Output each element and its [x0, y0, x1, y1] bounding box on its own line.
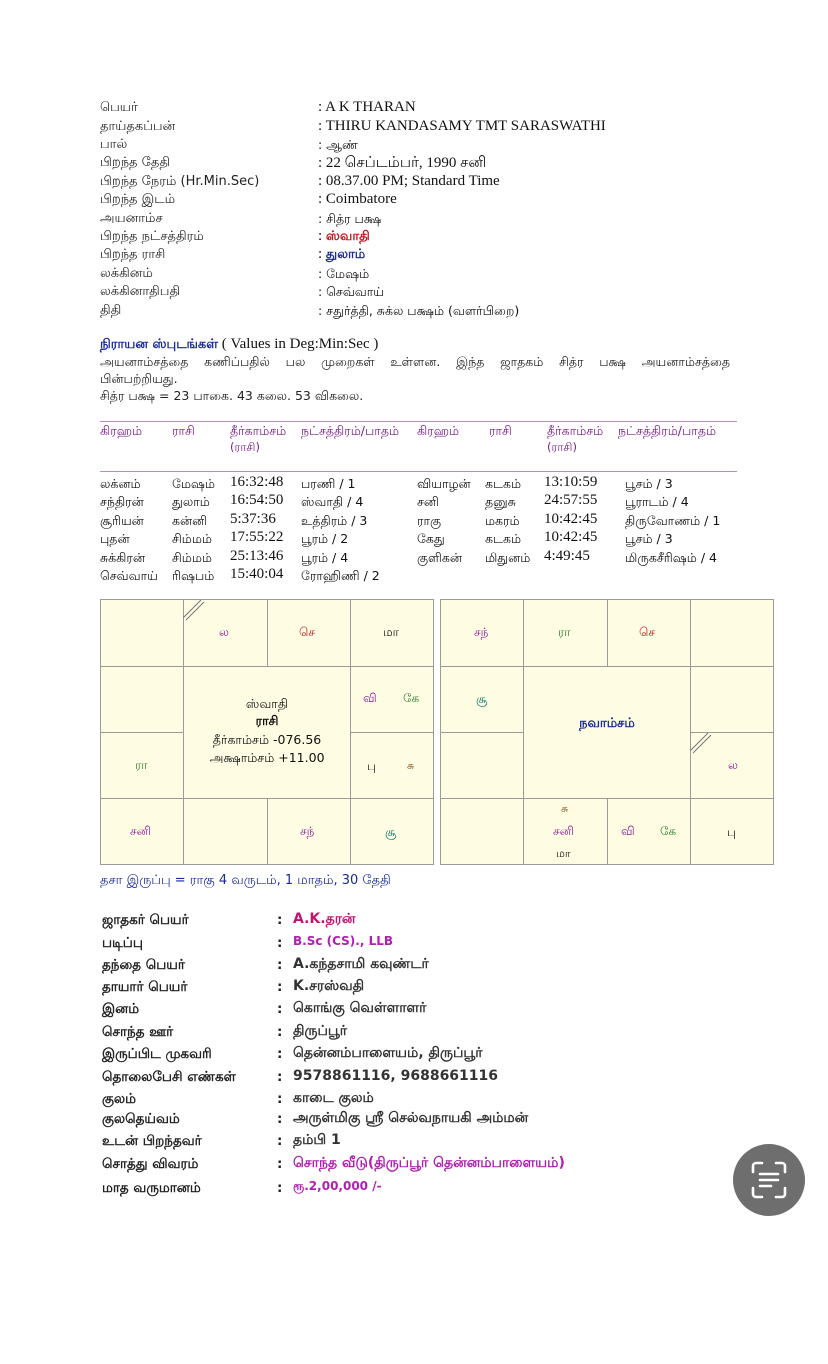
- detail-value: : சித்ர பக்ஷ: [318, 211, 382, 226]
- bio-label: தொலைபேசி எண்கள்: [102, 1069, 236, 1085]
- bio-colon: :: [277, 1091, 283, 1107]
- bio-value: தென்னம்பாளையம், திருப்பூர்: [293, 1045, 483, 1061]
- detail-label: பிறந்த ராசி: [100, 247, 166, 262]
- bio-label: உடன் பிறந்தவர்: [102, 1133, 202, 1149]
- table-cell-planet: ராகு: [417, 513, 442, 528]
- navamsa-house-11-planet: சந்: [474, 625, 489, 639]
- detail-value: [318, 228, 370, 245]
- rasi-house-1-planet: செ: [299, 625, 315, 639]
- rasi-gridline: [101, 666, 433, 667]
- bio-label: ஜாதகர் பெயர்: [102, 912, 189, 928]
- table-cell-planet: சுக்கிரன்: [100, 550, 145, 565]
- detail-label: லக்கினாதிபதி: [100, 284, 181, 299]
- detail-value: : 08.37.00 PM; Standard Time: [318, 173, 500, 189]
- rasi-house-3-planet-a: வி: [363, 691, 377, 705]
- table-cell-rasi: சிம்மம்: [172, 550, 212, 565]
- detail-value: [318, 246, 365, 263]
- bio-label: மாத வருமானம்: [102, 1180, 201, 1196]
- table-cell-planet: குளிகன்: [417, 550, 462, 565]
- bio-value: கொங்கு வெள்ளாளர்: [293, 1000, 427, 1016]
- table-cell-planet: கேது: [417, 531, 445, 546]
- table-cell-star-pada: பரணி / 1: [301, 476, 356, 491]
- table-header-longitude: தீர்காம்சம்: [230, 423, 287, 438]
- rasi-gridline: [350, 732, 433, 733]
- navamsa-house-1-planet: செ: [639, 625, 655, 639]
- navamsa-gridline: [523, 600, 524, 864]
- navamsa-house-5-planet: பு: [727, 825, 736, 839]
- rasi-house-7-planet: சந்: [300, 824, 315, 838]
- rasi-lagna-marker: [183, 600, 207, 622]
- bio-value: தம்பி 1: [293, 1132, 341, 1148]
- detail-value-prefix: :: [318, 228, 326, 244]
- table-cell-planet: சனி: [417, 494, 439, 509]
- detail-value-prefix: :: [318, 246, 326, 262]
- nirayana-paragraph-line1: அயனாம்சத்தை கணிப்பதில் பல முறைகள் உள்ளன. இந்த ஜாதகம் சித்ர பக்ஷ அயனாம்சத்தை: [100, 354, 730, 369]
- detail-label: பிறந்த இடம்: [100, 192, 176, 207]
- table-cell-longitude: 16:32:48: [230, 474, 284, 490]
- table-top-rule: [100, 421, 737, 422]
- rasi-gridline: [267, 798, 268, 864]
- table-cell-star-pada: பூரம் / 4: [301, 550, 349, 565]
- table-header-rasi: ராசி: [489, 423, 512, 438]
- table-cell-rasi: கன்னி: [172, 513, 208, 528]
- bio-colon: :: [277, 1046, 283, 1062]
- detail-label: தாய்தகப்பன்: [100, 119, 176, 134]
- bio-colon: :: [277, 957, 283, 973]
- table-cell-rasi: ரிஷபம்: [172, 568, 215, 583]
- bio-label: குலதெய்வம்: [102, 1111, 180, 1127]
- bio-colon: :: [277, 1133, 283, 1149]
- table-cell-longitude: 25:13:46: [230, 548, 284, 564]
- bio-label: தந்தை பெயர்: [102, 957, 185, 973]
- bio-colon: :: [277, 912, 283, 928]
- table-cell-rasi: கடகம்: [485, 476, 521, 491]
- detail-value: : THIRU KANDASAMY TMT SARASWATHI: [318, 118, 606, 134]
- table-cell-longitude: 10:42:45: [544, 529, 598, 545]
- rasi-gridline: [101, 798, 433, 799]
- navamsa-gridline: [607, 600, 608, 666]
- bio-label: இருப்பிட முகவரி: [102, 1046, 212, 1062]
- bio-label: இனம்: [102, 1001, 140, 1017]
- table-cell-rasi: சிம்மம்: [172, 531, 212, 546]
- chitra-paksha-value: சித்ர பக்ஷ = 23 பாகை. 43 கலை. 53 விகலை.: [100, 388, 364, 403]
- rasi-house-3-planet-b: கே: [403, 691, 420, 705]
- bio-value: K.சரஸ்வதி: [293, 978, 365, 994]
- table-cell-star-pada: மிருகசீரிஷம் / 4: [625, 550, 717, 565]
- detail-label: திதி: [100, 303, 122, 318]
- bio-colon: :: [277, 1156, 283, 1172]
- bio-value: ரூ.2,00,000 /-: [293, 1179, 382, 1193]
- navamsa-chart: [440, 599, 774, 865]
- table-cell-star-pada: பூரம் / 2: [301, 531, 349, 546]
- detail-value-highlight: ஸ்வாதி: [325, 229, 370, 244]
- navamsa-house-7-planet-c: மா: [556, 847, 571, 860]
- table-cell-longitude: 10:42:45: [544, 511, 598, 527]
- navamsa-house-7-planet-b: சனி: [553, 824, 574, 838]
- bio-value: A.K.தரன்: [293, 911, 356, 927]
- table-cell-rasi: மகரம்: [485, 513, 520, 528]
- table-cell-planet: சூரியன்: [100, 513, 144, 528]
- scan-text-button[interactable]: [733, 1144, 805, 1216]
- detail-label: பிறந்த நேரம் (Hr.Min.Sec): [100, 174, 260, 189]
- table-header-longitude: தீர்காம்சம்: [547, 423, 604, 438]
- rasi-house-10-planet: ரா: [135, 758, 148, 772]
- table-cell-planet: சந்திரன்: [100, 494, 144, 509]
- table-cell-rasi: தனுசு: [485, 494, 516, 509]
- bio-colon: :: [277, 1069, 283, 1085]
- bio-colon: :: [277, 935, 283, 951]
- table-cell-star-pada: பூசம் / 3: [625, 476, 673, 491]
- table-cell-rasi: மேஷம்: [172, 476, 215, 491]
- rasi-house-4-planet-b: சு: [407, 759, 415, 772]
- detail-label: பிறந்த நட்சத்திரம்: [100, 229, 204, 244]
- table-cell-longitude: 16:54:50: [230, 492, 284, 508]
- bio-value: காடை குலம்: [293, 1090, 374, 1106]
- table-cell-longitude: 5:37:36: [230, 511, 276, 527]
- table-header-rasi: ராசி: [172, 423, 195, 438]
- table-cell-longitude: 13:10:59: [544, 474, 598, 490]
- rasi-latitude: அக்ஷாம்சம் +11.00: [209, 750, 325, 765]
- detail-value: : ஆண்: [318, 137, 358, 152]
- bio-colon: :: [277, 979, 283, 995]
- table-header-rule: [100, 471, 737, 472]
- rasi-house-2-planet: மா: [383, 625, 399, 639]
- rasi-house-6-planet: சூ: [385, 825, 397, 839]
- scan-text-icon: [733, 1144, 805, 1216]
- table-cell-star-pada: உத்திரம் / 3: [301, 513, 368, 528]
- detail-value: : செவ்வாய்: [318, 284, 385, 299]
- table-cell-rasi: மிதுனம்: [485, 550, 531, 565]
- detail-value: : சதுர்த்தி, சுக்ல பக்ஷம் (வளர்பிறை): [318, 303, 520, 318]
- navamsa-gridline: [607, 798, 608, 864]
- table-header-star-pada: நட்சத்திரம்/பாதம்: [618, 423, 717, 438]
- bio-colon: :: [277, 1024, 283, 1040]
- navamsa-house-10-planet: சூ: [476, 692, 488, 706]
- bio-value: 9578861116, 9688661116: [293, 1068, 499, 1084]
- rasi-chart: [100, 599, 434, 865]
- detail-label: பால்: [100, 137, 128, 152]
- bio-colon: :: [277, 1001, 283, 1017]
- detail-value-highlight: துலாம்: [325, 247, 366, 262]
- nirayana-title-suffix: ( Values in Deg:Min:Sec ): [217, 336, 379, 352]
- bio-value: A.கந்தசாமி கவுண்டர்: [293, 956, 429, 972]
- detail-value: : A K THARAN: [318, 99, 416, 115]
- rasi-house-9-planet: சனி: [130, 824, 151, 838]
- table-cell-planet: லக்னம்: [100, 476, 141, 491]
- table-cell-star-pada: பூராடம் / 4: [625, 494, 689, 509]
- table-cell-longitude: 15:40:04: [230, 566, 284, 582]
- table-cell-star-pada: ஸ்வாதி / 4: [301, 494, 364, 509]
- rasi-house-4-planet-a: பு: [367, 759, 376, 773]
- navamsa-gridline: [441, 732, 523, 733]
- rasi-house-12-planet: ல: [219, 625, 229, 639]
- bio-label: படிப்பு: [102, 935, 143, 951]
- rasi-gridline: [267, 600, 268, 666]
- table-cell-longitude: 24:57:55: [544, 492, 598, 508]
- bio-label: குலம்: [102, 1091, 136, 1107]
- navamsa-house-3-planet: ல: [728, 758, 738, 772]
- table-cell-star-pada: திருவோணம் / 1: [625, 513, 721, 528]
- dasa-balance: தசா இருப்பு = ராகு 4 வருடம், 1 மாதம், 30 தேதி: [100, 873, 391, 888]
- rasi-center-title: ராசி: [255, 713, 279, 728]
- rasi-longitude: தீர்காம்சம் -076.56: [212, 732, 322, 747]
- detail-label: அயனாம்ச: [100, 211, 163, 226]
- navamsa-center-title: நவாம்சம்: [579, 716, 635, 731]
- detail-label: பெயர்: [100, 100, 138, 115]
- detail-label: லக்கினம்: [100, 266, 153, 281]
- detail-value: : மேஷம்: [318, 266, 370, 281]
- bio-colon: :: [277, 1180, 283, 1196]
- table-cell-longitude: 4:49:45: [544, 548, 590, 564]
- navamsa-gridline: [441, 798, 773, 799]
- table-cell-star-pada: பூசம் / 3: [625, 531, 673, 546]
- navamsa-house-6-planet-a: வி: [621, 824, 635, 838]
- nirayana-title-text: நிராயன ஸ்புடங்கள்: [100, 337, 218, 352]
- nirayana-paragraph-line2: பின்பற்றியது.: [100, 371, 178, 386]
- table-cell-rasi: துலாம்: [172, 494, 210, 509]
- bio-label: தாயார் பெயர்: [102, 979, 188, 995]
- table-cell-planet: செவ்வாய்: [100, 568, 158, 583]
- detail-value: : Coimbatore: [318, 191, 397, 207]
- bio-label: சொந்த ஊர்: [102, 1024, 174, 1040]
- nirayana-title: [100, 336, 378, 353]
- table-cell-longitude: 17:55:22: [230, 529, 284, 545]
- table-header-planet: கிரஹம்: [417, 423, 460, 438]
- navamsa-house-6-planet-b: கே: [660, 824, 677, 838]
- navamsa-house-7-planet-a: சு: [561, 802, 569, 815]
- bio-value: அருள்மிகு ஸ்ரீ செல்வநாயகி அம்மன்: [293, 1110, 529, 1126]
- rasi-gridline: [101, 732, 183, 733]
- bio-value: B.Sc (CS)., LLB: [293, 934, 394, 948]
- bio-value: திருப்பூர்: [293, 1023, 348, 1039]
- table-cell-rasi: கடகம்: [485, 531, 521, 546]
- table-header-planet: கிரஹம்: [100, 423, 143, 438]
- bio-value: சொந்த வீடு(திருப்பூர் தென்னம்பாளையம்): [293, 1155, 565, 1171]
- navamsa-lagna-marker: [690, 733, 714, 755]
- table-header-longitude-sub: (ராசி): [230, 440, 260, 454]
- rasi-center-star: ஸ்வாதி: [245, 696, 289, 711]
- table-header-longitude-sub: (ராசி): [547, 440, 577, 454]
- navamsa-house-12-planet: ரா: [558, 625, 571, 639]
- detail-value: : 22 செப்டம்பர், 1990 சனி: [318, 155, 487, 171]
- bio-label: சொத்து விவரம்: [102, 1156, 199, 1172]
- table-header-star-pada: நட்சத்திரம்/பாதம்: [301, 423, 400, 438]
- table-cell-planet: வியாழன்: [417, 476, 471, 491]
- table-cell-planet: புதன்: [100, 531, 130, 546]
- detail-label: பிறந்த தேதி: [100, 155, 170, 170]
- navamsa-gridline: [441, 666, 773, 667]
- table-cell-star-pada: ரோஹிணி / 2: [301, 568, 380, 583]
- bio-colon: :: [277, 1111, 283, 1127]
